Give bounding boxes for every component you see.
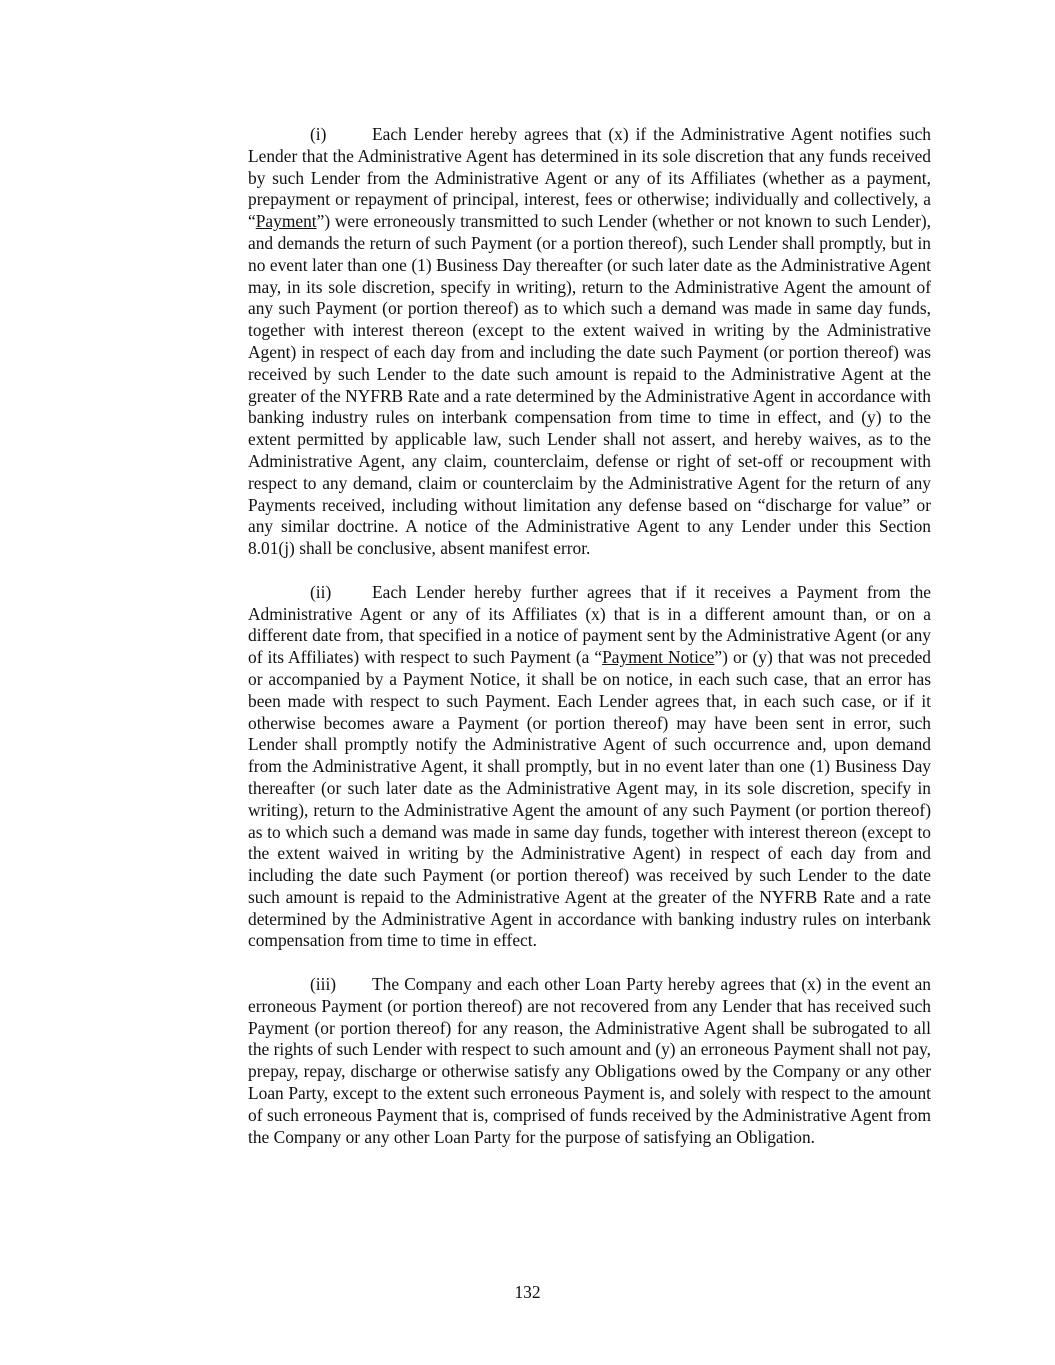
- paragraph-text: ”) or (y) that was not preceded or accompanied by a Payment Notice, it shall be on notice, in each such case, that an error has been made with respect to such Payment. Each Lender agrees that, in each such case, or if it otherwise becomes aware a Payment (or portion thereof) may have been sent in error, such Lender shall promptly notify the Administrative Agent of such occurrence and, upon demand from the Administrative Agent, it shall promptly, but in no event later than one (1) Business Day thereafter (or such later date as the Administrative Agent may, in its sole discretion, specify in writing), return to the Administrative Agent the amount of any such Payment (or portion thereof) as to which such a demand was made in same day funds, together with interest thereon (except to the extent waived in writing by the Administrative Agent) in respect of each day from and including the date such Payment (or portion thereof) was received by such Lender to the date such amount is repaid to the Administrative Agent at the greater of the NYFRB Rate and a rate determined by the Administrative Agent in accordance with banking industry rules on interbank compensation from time to time in effect.: [248, 647, 932, 951]
- paragraph-number: (ii): [310, 581, 332, 602]
- document-body: [248, 124, 931, 1170]
- paragraph-text: Each Lender hereby further agrees that if it receives a Payment from the Administrative Agent or any of its Affiliates (x) that is in a different amount than, or on a different date from, that specified in a notice of payment sent by the Administrative Agent (or any of its Affiliates) with respect to such Payment (a “: [248, 581, 931, 668]
- defined-term-payment: Payment: [255, 211, 317, 232]
- paragraph-text: ”) were erroneously transmitted to such Lender (whether or not known to such Lender), and demands the return of such Payment (or a portion thereof), such Lender shall promptly, but in no event later than one (1) Business Day thereafter (or such later date as the Administrative Agent may, in its sole discretion, specify in writing), return to the Administrative Agent the amount of any such Payment (or portion thereof) as to which such a demand was made in same day funds, together with interest thereon (except to the extent waived in writing by the Administrative Agent) in respect of each day from and including the date such Payment (or portion thereof) was received by such Lender to the date such amount is repaid to the Administrative Agent at the greater of the NYFRB Rate and a rate determined by the Administrative Agent in accordance with banking industry rules on interbank compensation from time to time in effect, and (y) to the extent permitted by applicable law, such Lender shall not assert, and hereby waives, as to the Administrative Agent, any claim, counterclaim, defense or right of set-off or recoupment with respect to any demand, claim or counterclaim by the Administrative Agent for the return of any Payments received, including without limitation any defense based on “discharge for value” or any similar doctrine. A notice of the Administrative Agent to any Lender under this Section 8.01(j) shall be conclusive, absent manifest error.: [248, 211, 931, 559]
- paragraph-iii: [248, 974, 931, 1148]
- page-number: 132: [514, 1282, 541, 1302]
- paragraph-ii: [248, 582, 931, 953]
- paragraph-i: [248, 124, 931, 560]
- defined-term-payment-notice: Payment Notice: [602, 647, 715, 668]
- paragraph-text: The Company and each other Loan Party hereby agrees that (x) in the event an erroneous Payment (or portion thereof) are not recovered from any Lender that has received such Payment (or portion thereof) for any reason, the Administrative Agent shall be subrogated to all the rights of such Lender with respect to such amount and (y) an erroneous Payment shall not pay, prepay, repay, discharge or otherwise satisfy any Obligations owed by the Company or any other Loan Party, except to the extent such erroneous Payment is, and solely with respect to the amount of such erroneous Payment that is, comprised of funds received by the Administrative Agent from the Company or any other Loan Party for the purpose of satisfying an Obligation.: [248, 974, 931, 1147]
- paragraph-text: Each Lender hereby agrees that (x) if the Administrative Agent notifies such Lender that the Administrative Agent has determined in its sole discretion that any funds received by such Lender from the Administrative Agent or any of its Affiliates (whether as a payment, prepayment or repayment of principal, interest, fees or otherwise; individually and collectively, a “: [248, 124, 931, 232]
- paragraph-number: (iii): [310, 974, 337, 995]
- paragraph-number: (i): [310, 124, 327, 144]
